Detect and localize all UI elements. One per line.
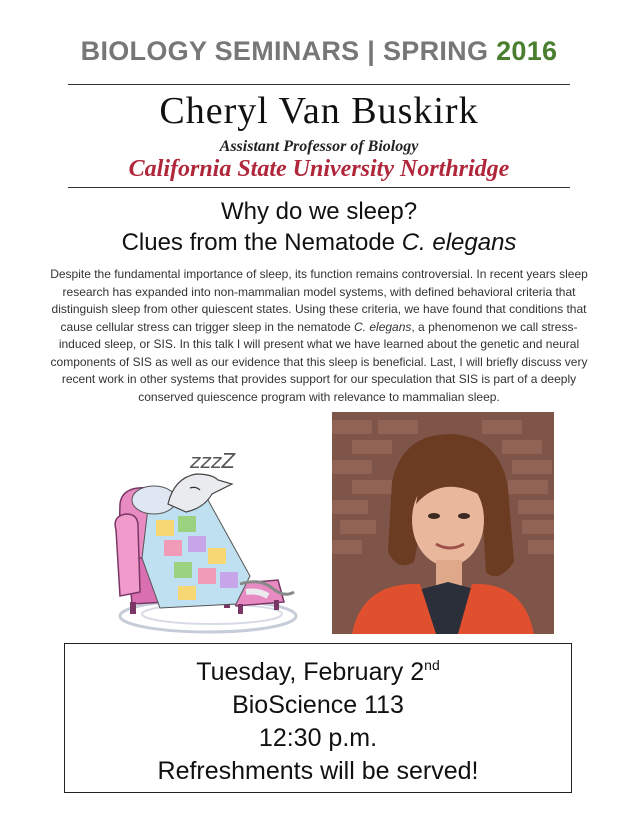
date-ordinal: nd bbox=[424, 657, 440, 673]
sleeping-worm-cartoon bbox=[108, 408, 308, 640]
event-location: BioScience 113 bbox=[232, 691, 404, 719]
abstract-line: Despite the fundamental importance of sleep, its function remains controversial. In recent years sleep bbox=[50, 267, 588, 281]
event-details-box bbox=[64, 643, 572, 793]
abstract-line: components of SIS as well as our evidence that this sleep is beneficial. Last, I will briefly discuss very bbox=[50, 354, 588, 369]
talk-title-line1: Why do we sleep? bbox=[220, 198, 418, 225]
series-year: 2016 bbox=[496, 36, 558, 66]
abstract-paragraph bbox=[38, 266, 600, 406]
zzz-text: zzzZ bbox=[190, 449, 236, 473]
speaker-photo bbox=[332, 412, 554, 634]
event-date: Tuesday, February 2nd bbox=[196, 657, 440, 686]
event-note: Refreshments will be served! bbox=[157, 757, 479, 785]
talk-title-line2 bbox=[0, 229, 638, 257]
abstract-species: C. elegans bbox=[354, 319, 412, 334]
abstract-line: distinguish sleep from other quiescent states. Using these criteria, we have found that conditions that bbox=[51, 302, 587, 316]
series-text: BIOLOGY SEMINARS | SPRING bbox=[80, 36, 497, 66]
abstract-line: conserved quiescence program with relevance to mammalian sleep. bbox=[138, 389, 500, 404]
header-divider bbox=[68, 84, 570, 85]
abstract-line: recent work in other systems that provides support for our speculation that SIS is part of a deeply bbox=[61, 372, 577, 386]
talk-title-species: C. elegans bbox=[401, 229, 517, 256]
abstract-line: research has expanded into non-mammalian model systems, with defined behavioral criteria that bbox=[62, 284, 576, 299]
speaker-role: Assistant Professor of Biology bbox=[219, 138, 419, 155]
speaker-name: Cheryl Van Buskirk bbox=[159, 90, 479, 132]
abstract-line: induced sleep, or SIS. In this talk I will present what we have learned about the genetic and neural bbox=[58, 337, 580, 351]
title-divider bbox=[68, 187, 570, 188]
abstract-line: cause cellular stress can trigger sleep in the nematode C. elegans, a phenomenon we call stress- bbox=[60, 319, 578, 334]
speaker-institution: California State University Northridge bbox=[128, 156, 510, 182]
talk-title-prefix: Clues from the Nematode bbox=[121, 229, 402, 256]
seminar-series-header bbox=[0, 36, 638, 67]
event-time: 12:30 p.m. bbox=[258, 724, 378, 752]
